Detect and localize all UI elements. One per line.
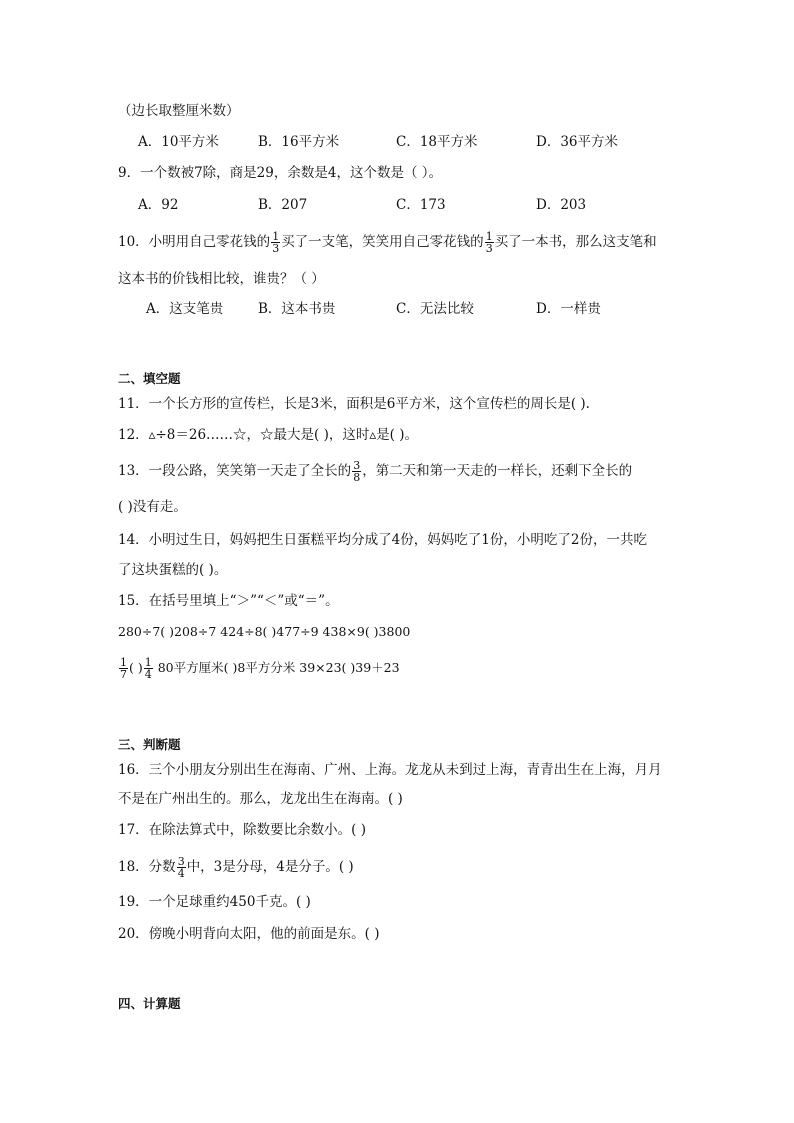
q19-question: 19．一个足球重约450千克。( ) bbox=[118, 894, 311, 910]
q15-row-1: 280÷7( )208÷7 424÷8( )477÷9 438×9( )3800 bbox=[118, 624, 411, 639]
q16-question-line2: 不是在广州出生的。那么，龙龙出生在海南。( ) bbox=[118, 791, 403, 807]
q10-option-b: B．这本书贵 bbox=[258, 301, 336, 317]
section-calculation-title: 四、计算题 bbox=[118, 996, 181, 1011]
q15-fraction-1-7: $\frac{1}{7}$ bbox=[120, 656, 127, 681]
q10-fraction-1: $\frac{1}{3}$ bbox=[272, 230, 280, 255]
q9-option-b: B．207 bbox=[258, 197, 308, 213]
q13-question-line2: ( )没有走。 bbox=[118, 499, 187, 515]
q15-row-2 bbox=[118, 657, 400, 680]
q10-text-2: 买了一支笔，笑笑用自己零花钱的 bbox=[281, 234, 484, 250]
q10-option-c: C．无法比较 bbox=[396, 301, 474, 317]
q11-question: 11．一个长方形的宣传栏，长是3米，面积是6平方米，这个宣传栏的周长是( ). bbox=[118, 396, 590, 412]
q9-option-a: A．92 bbox=[138, 197, 179, 213]
q9-question: 9．一个数被7除，商是29，余数是4，这个数是（ ）。 bbox=[118, 165, 442, 181]
q18-text-1: 18．分数 bbox=[118, 859, 176, 875]
q14-question: 14．小明过生日，妈妈把生日蛋糕平均分成了4份，妈妈吃了1份，小明吃了2份，一共吃 bbox=[118, 532, 647, 548]
q18-question bbox=[118, 856, 354, 879]
q15-question: 15．在括号里填上“＞”“＜”或“＝”。 bbox=[118, 593, 339, 609]
q9-option-c: C．173 bbox=[396, 197, 446, 213]
q12-question: 12．▵÷8＝26……☆，☆最大是( )，这时▵是( )。 bbox=[118, 427, 418, 443]
section-fill-in-title: 二、填空题 bbox=[118, 371, 181, 386]
q13-text-2: ，第二天和第一天走的一样长，还剩下全长的 bbox=[362, 463, 633, 479]
q10-fraction-2: $\frac{1}{3}$ bbox=[485, 230, 493, 255]
section-true-false-title: 三、判断题 bbox=[118, 737, 181, 752]
q13-fraction: $\frac{3}{8}$ bbox=[353, 459, 361, 484]
q8-option-d: D．36平方米 bbox=[536, 134, 619, 150]
q10-option-a: A．这支笔贵 bbox=[146, 301, 224, 317]
q18-fraction: $\frac{3}{4}$ bbox=[177, 855, 185, 880]
q9-option-d: D．203 bbox=[536, 197, 587, 213]
q13-text-1: 13．一段公路，笑笑第一天走了全长的 bbox=[118, 463, 352, 479]
q8-option-c: C．18平方米 bbox=[396, 134, 478, 150]
q14-question-line2: 了这块蛋糕的( )。 bbox=[118, 562, 228, 578]
q13-question bbox=[118, 460, 632, 483]
q10-option-d: D．一样贵 bbox=[536, 301, 601, 317]
q10-question bbox=[118, 231, 657, 254]
q10-question-line2: 这本书的价钱相比较，谁贵？（ ） bbox=[118, 271, 325, 287]
q17-question: 17．在除法算式中，除数要比余数小。( ) bbox=[118, 822, 367, 838]
q15-fraction-1-4: $\frac{1}{4}$ bbox=[144, 656, 152, 681]
q8-option-b: B．16平方米 bbox=[258, 134, 340, 150]
q10-text-1: 10．小明用自己零花钱的 bbox=[118, 234, 271, 250]
q15-row-2-rest: 80平方厘米( )8平方分米 39×23( )39＋23 bbox=[153, 660, 400, 675]
q15-blank-1: ( ) bbox=[129, 660, 143, 675]
q8-note: （边长取整厘米数） bbox=[118, 103, 240, 119]
q10-text-3: 买了一本书，那么这支笔和 bbox=[494, 234, 657, 250]
q8-option-a: A．10平方米 bbox=[138, 134, 219, 150]
q18-text-2: 中，3是分母，4是分子。( ) bbox=[186, 859, 354, 875]
q16-question: 16．三个小朋友分别出生在海南、广州、上海。龙龙从未到过上海，青青出生在上海，月月 bbox=[118, 762, 662, 778]
q20-question: 20．傍晚小明背向太阳，他的前面是东。( ) bbox=[118, 926, 380, 942]
